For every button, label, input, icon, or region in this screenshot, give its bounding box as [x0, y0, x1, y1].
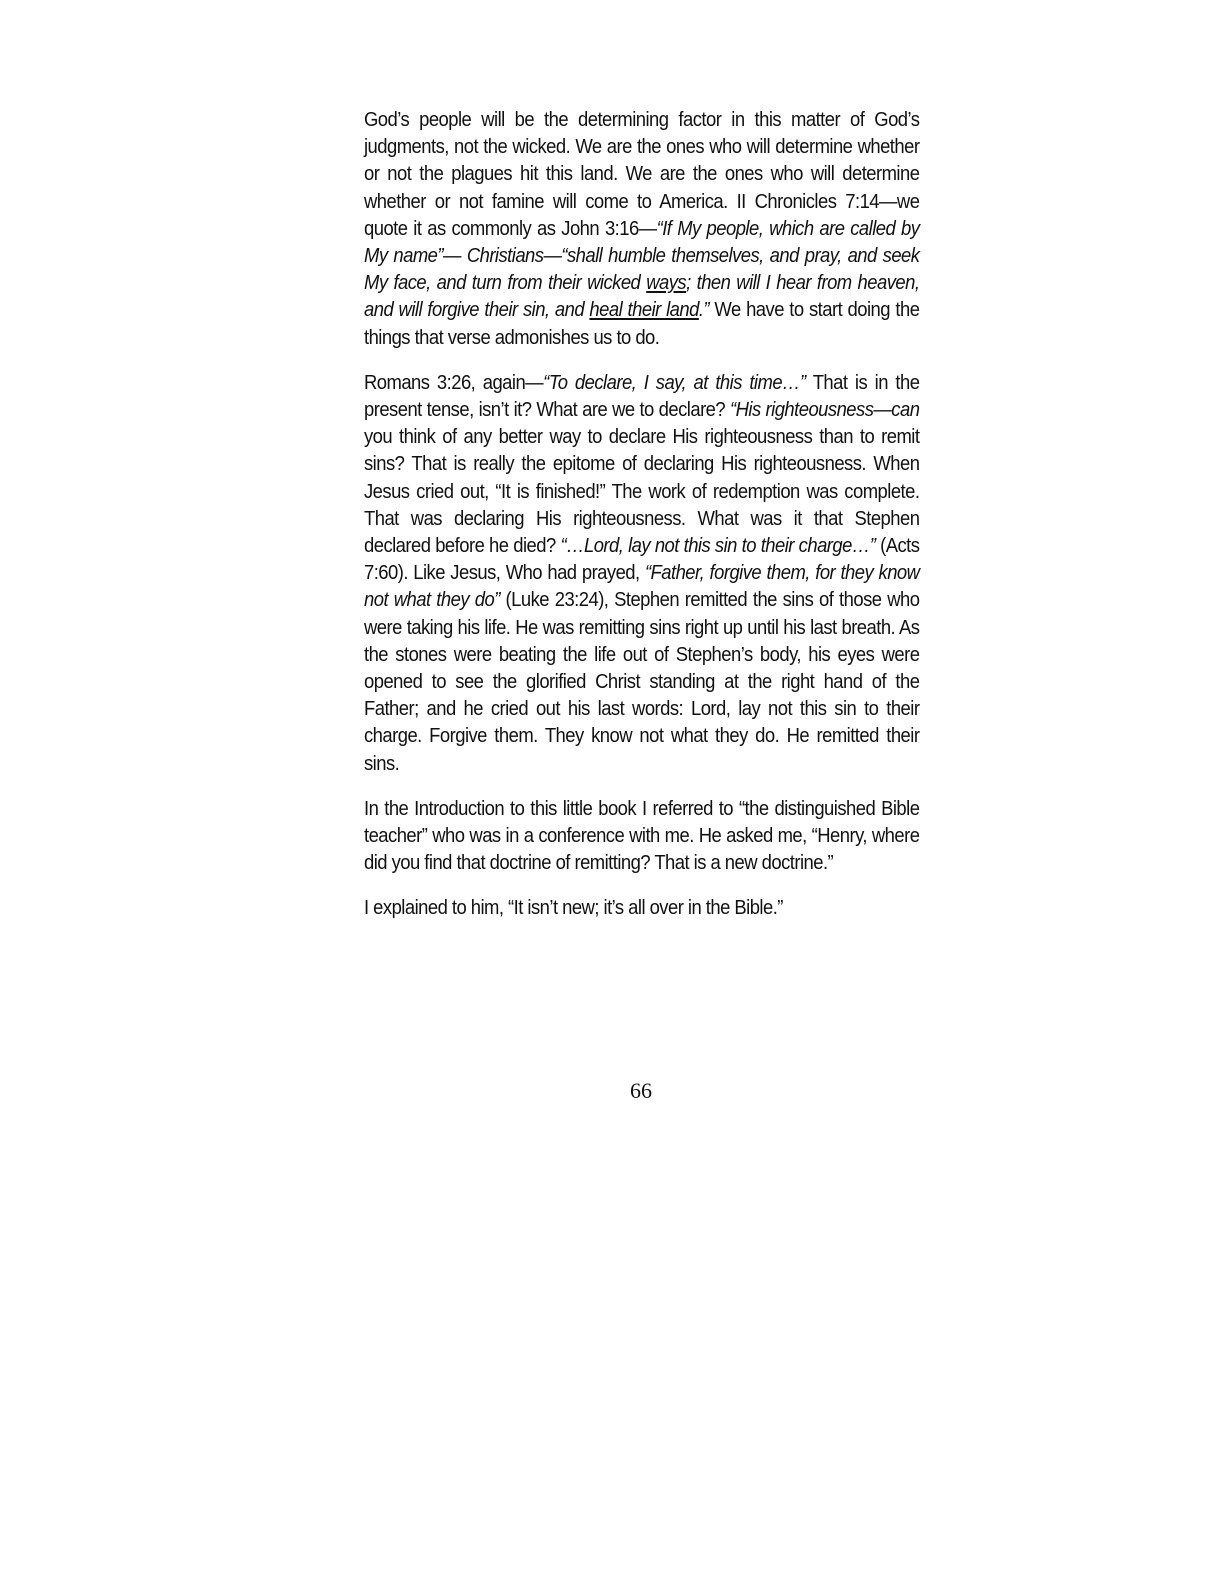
text-run: That is in the present tense, isn’t it? What are we to declare?: [364, 370, 920, 422]
text-run: In the Introduction to this little book I referred to “the distinguished Bible teacher” who was in a conference with me. He asked me, “Henry, where did you find that doctrine of remitting? That is a new doctrine.”: [364, 796, 920, 875]
body-text: [364, 106, 919, 940]
paragraph-romans: [364, 369, 919, 777]
scripture-quote: “To declare, I say, at this time…”: [543, 370, 806, 394]
underlined-emphasis: heal their land: [589, 298, 699, 322]
paragraph-explained: [364, 894, 919, 921]
page-number: 66: [630, 1078, 652, 1103]
underlined-emphasis: ways: [646, 271, 687, 295]
scripture-quote: ; then will I hear from heaven, and will forgive their sin, and: [364, 271, 920, 322]
text-run: God’s people will be the determining factor in this matter of God’s judgments, not the wicked. We are the ones who will determine whether or not the plagues hit this land. We are the ones who will determine whether or not famine will come to America. II Chronicles 7:14—we quote it as commonly as John 3:16—: [364, 108, 920, 240]
text-run: (Acts 7:60). Like Jesus, Who had prayed,: [364, 534, 920, 585]
paragraph-chronicles: [364, 106, 919, 351]
scripture-quote: “If My people, which are called by My name”— Christians—“shall humble themselves, and pray, and seek My face, and turn from their wicked: [364, 216, 920, 295]
text-run: I explained to him, “It isn’t new; it’s all over in the Bible.”: [364, 896, 783, 920]
paragraph-introduction: [364, 795, 919, 877]
text-run: (Luke 23:24), Stephen remitted the sins of those who were taking his life. He was remitting sins right up until his last breath. As the stones were beating the life out of Stephen’s body, his eyes were opened to see the glorified Christ standing at the right hand of the Father; and he cried out his last words: Lord, lay not this sin to their charge. Forgive them. They know not what they do. He remitted their sins.: [364, 588, 920, 775]
text-run: Romans 3:26, again—: [364, 370, 544, 394]
text-run: you think of any better way to declare His righteousness than to remit sins? That is really the epitome of declaring His righteousness. When Jesus cried out, “It is finished!” The work of redemption was complete. That was declaring His righteousness. What was it that Stephen declared before he died?: [364, 425, 920, 558]
scripture-quote: “His righteousness—can: [730, 398, 920, 422]
text-run: We have to start doing the things that verse admonishes us to do.: [364, 298, 920, 349]
scripture-quote: “Father, forgive them, for they know not what they do”: [364, 561, 920, 612]
scripture-quote: .”: [698, 298, 710, 322]
scripture-quote: “…Lord, lay not this sin to their charge…”: [560, 534, 876, 558]
